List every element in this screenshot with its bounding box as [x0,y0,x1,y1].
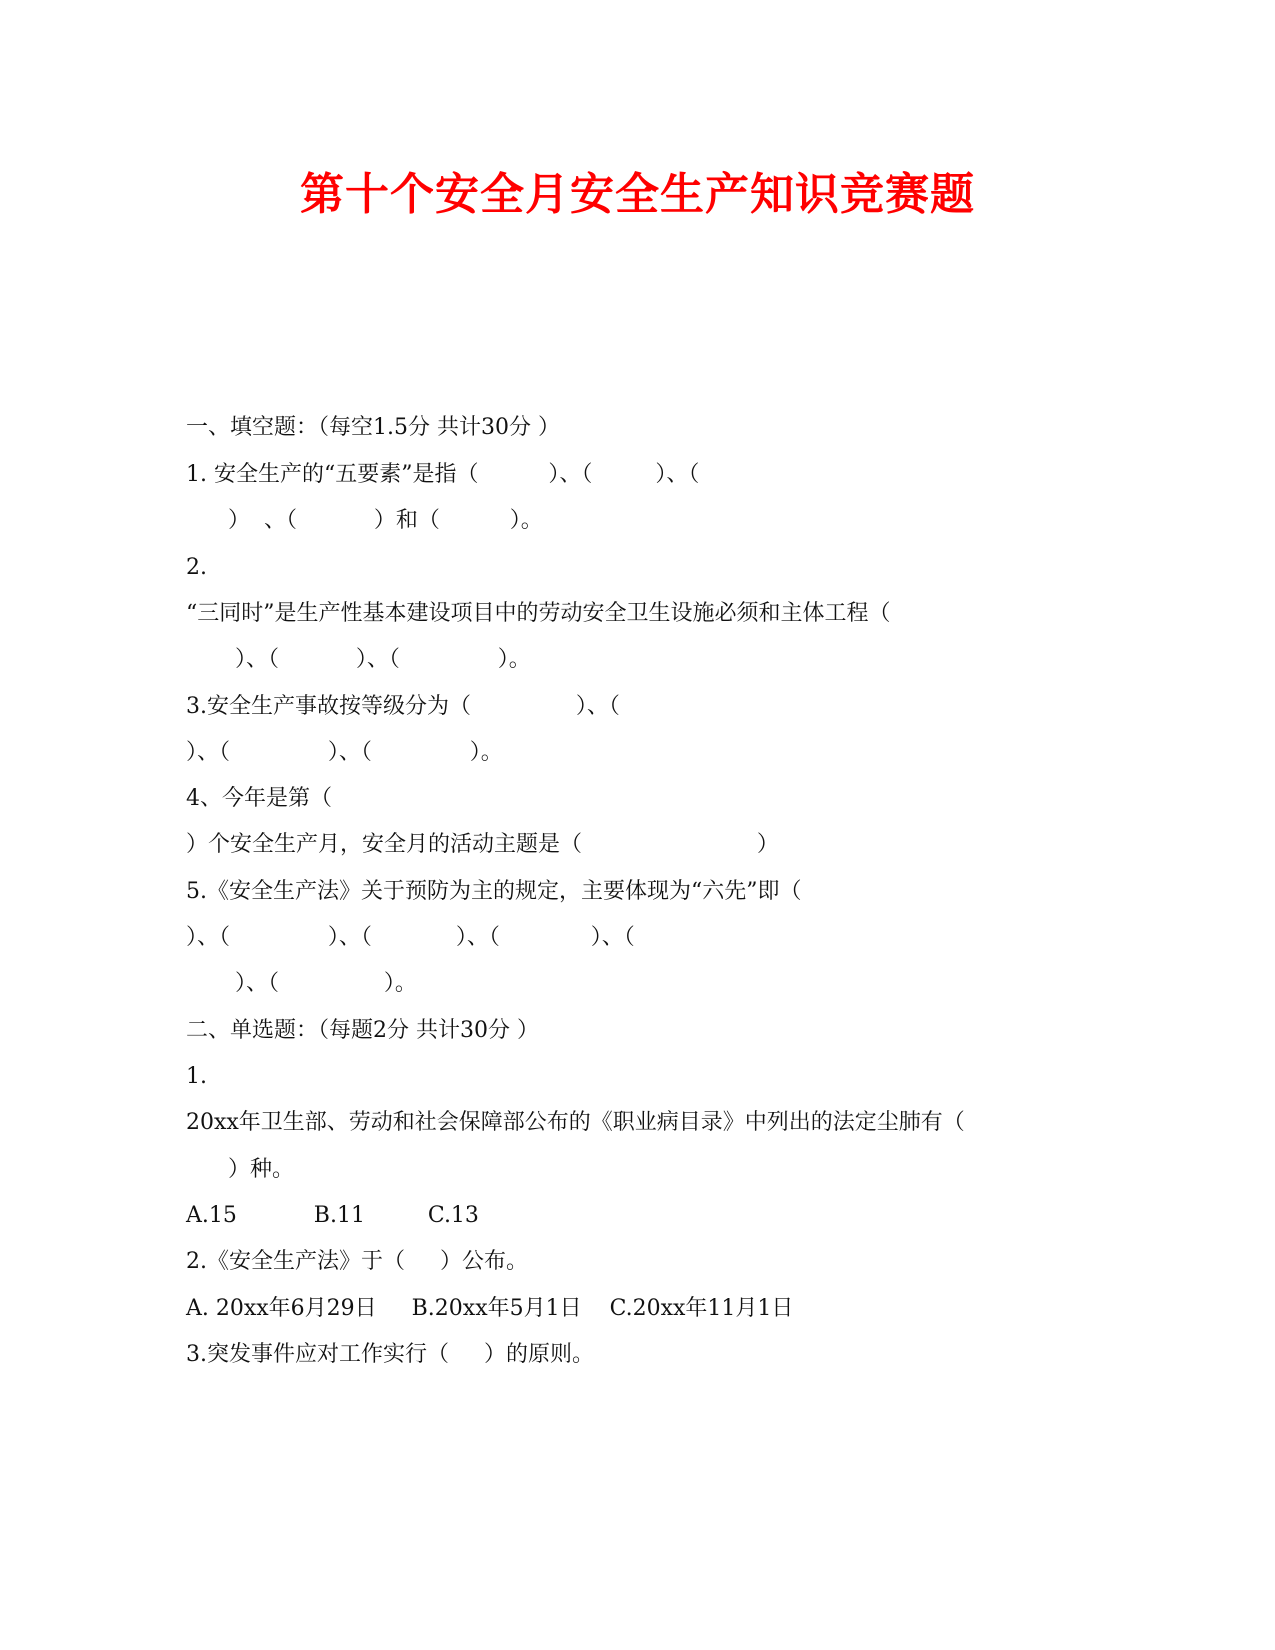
question-line: ）、（ ）、（ ）、（ ）、（ [186,925,635,950]
question-line: 5.《安全生产法》关于预防为主的规定，主要体现为“六先”即（ [186,879,802,904]
question-line: 3.安全生产事故按等级分为（ ）、（ [186,694,620,719]
section-1-heading: 一、填空题：（每空1.5分 共计30分 ） [186,415,560,440]
answer-options: A.15 B.11 C.13 [186,1203,479,1228]
question-line: 1. [186,1064,207,1089]
section-2-heading: 二、单选题：（每题2分 共计30分 ） [186,1018,539,1043]
question-line: ）、（ ）、（ ）。 [186,647,531,672]
answer-options: A. 20xx年6月29日 B.20xx年5月1日 C.20xx年11月1日 [186,1296,794,1321]
question-line: ）、（ ）。 [186,971,417,996]
question-line: 4、今年是第（ [186,786,332,811]
question-line: ）种。 [186,1157,294,1182]
question-line: ） 、（ ）和（ ）。 [186,508,543,533]
question-line: 1. 安全生产的“五要素”是指（ ）、（ ）、（ [186,462,700,487]
question-line: ）个安全生产月，安全月的活动主题是（ ） [186,832,779,857]
question-line: “三同时”是生产性基本建设项目中的劳动安全卫生设施必须和主体工程（ [186,601,891,626]
question-line: 3.突发事件应对工作实行（ ）的原则。 [186,1342,594,1367]
document-title: 第十个安全月安全生产知识竞赛题 [300,169,975,220]
question-line: 20xx年卫生部、劳动和社会保障部公布的《职业病目录》中列出的法定尘肺有（ [186,1110,965,1135]
question-line: 2. [186,555,207,580]
question-line: 2.《安全生产法》于（ ）公布。 [186,1249,528,1274]
question-line: ）、（ ）、（ ）。 [186,740,503,765]
